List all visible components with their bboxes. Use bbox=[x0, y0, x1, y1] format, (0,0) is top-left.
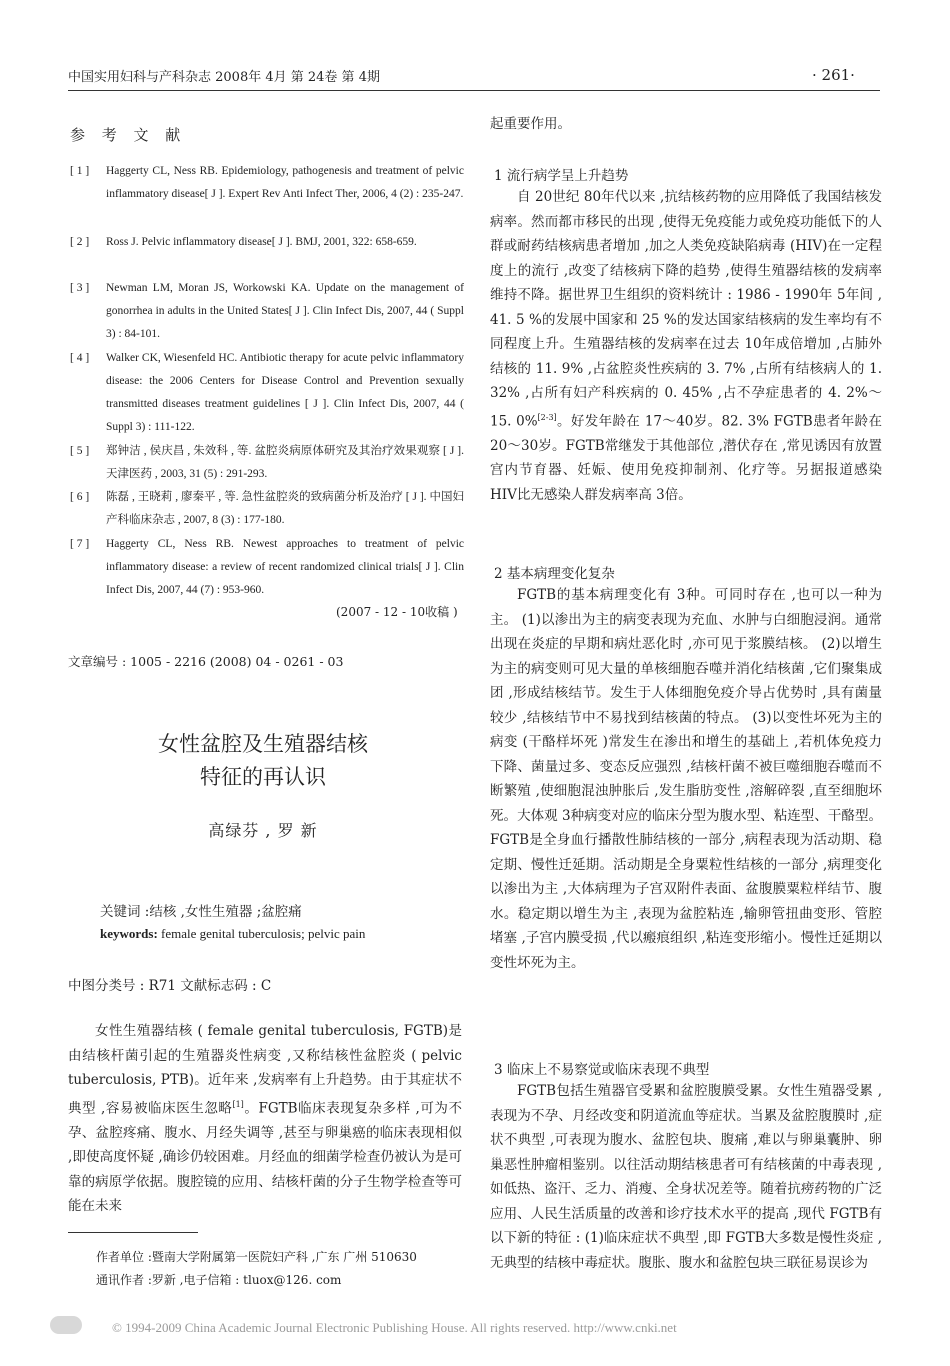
reference-text: Haggerty CL, Ness RB. Epidemiology, pathogenesis and treatment of pelvic inflammatory disease[ J ]. Expert Rev Anti Infect Ther, 2006, 4 (2) : 235-247. bbox=[106, 165, 464, 200]
reference-text: Walker CK, Wiesenfeld HC. Antibiotic therapy for acute pelvic inflammatory disease: the 2006 Centers for Disease Control and Prevention sexually transmitted diseases treatment guidelines [ J ]. Clin Infect Dis, 2007, 44 ( Suppl 3) : 111-122. bbox=[106, 352, 464, 433]
reference-text: Haggerty CL, Ness RB. Newest approaches to treatment of pelvic inflammatory disease: a review of recent randomized clinical trials[ J ]. Clin Infect Dis, 2007, 44 (7) : 953-960. bbox=[106, 538, 464, 596]
keywords-english-text: female genital tuberculosis; pelvic pain bbox=[157, 926, 366, 941]
reference-number: [ 2 ] bbox=[70, 236, 90, 248]
reference-text: 郑钟洁 , 侯庆昌 , 朱效科 , 等. 盆腔炎病原体研究及其治疗效果观察 [ J ]. 天津医药 , 2003, 31 (5) : 291-293. bbox=[106, 445, 464, 480]
section-1-paragraph bbox=[490, 185, 882, 507]
section-1-text-rest: 。好发年龄在 17～40岁。82. 3% FGTB患者年龄在 20～30岁。FGTB常继发于其他部位 ,潜伏存在 ,常见诱因有放置宫内节育器、妊娠、使用免疫抑制剂、化疗等。另据报道感染 HIV比无感染人群发病率高 3倍。 bbox=[490, 413, 882, 503]
continued-text: 起重要作用。 bbox=[490, 116, 571, 132]
correspondence-text: 通讯作者 :罗新 ,电子信箱 : tluox@126. com bbox=[96, 1273, 342, 1287]
keywords-english-label: keywords: bbox=[100, 926, 158, 941]
reference-number: [ 5 ] bbox=[70, 445, 90, 457]
page-number: · 261· bbox=[812, 66, 855, 84]
article-title-line2: 特征的再认识 bbox=[200, 765, 326, 789]
reference-text: 陈磊 , 王晓莉 , 廖秦平 , 等. 急性盆腔炎的致病菌分析及治疗 [ J ]. 中国妇产科临床杂志 , 2007, 8 (3) : 177-180. bbox=[106, 491, 464, 526]
reference-item bbox=[70, 160, 464, 206]
reference-item bbox=[70, 533, 464, 602]
intro-text: 女性生殖器结核 ( female genital tuberculosis, FGTB)是由结核杆菌引起的生殖器炎性病变 ,又称结核性盆腔炎 ( pelvic tuberculosis, PTB)。近年来 ,发病率有上升趋势。由于其症状不典型 ,容易被临床医生忽略 bbox=[68, 1023, 462, 1116]
footnote-divider bbox=[68, 1232, 198, 1233]
journal-title: 中国实用妇科与产科杂志 2008年 4月 第 24卷 第 4期 bbox=[68, 70, 380, 85]
references-heading: 参 考 文 献 bbox=[70, 126, 187, 144]
article-title-line1: 女性盆腔及生殖器结核 bbox=[158, 732, 368, 756]
article-title bbox=[66, 728, 460, 794]
section-1-text: 自 20世纪 80年代以来 ,抗结核药物的应用降低了我国结核发病率。然而都市移民的出现 ,使得无免疫能力或免疫功能低下的人群或耐药结核病患者增加 ,加之人类免疫缺陷病毒 (HIV)在一定程度上的流行 ,改变了结核病下降的趋势 ,使得生殖器结核的发病率维持不降。据世界卫生组织的资料统计 : 1986 - 1990年 5年间 , 41. 5 %的发展中国家和 25 %的发达国家结核病的发生率均有不同程度上升。生殖器结核的发病率在过去 10年成倍增加 ,占肺外结核的 11. 9% ,占盆腔炎性疾病的 3. 7% ,占所有结核病人的 1. 32% ,占所有妇产科疾病的 0. 45% ,占不孕症患者的 4. 2%～15. 0% bbox=[490, 189, 882, 429]
reference-number: [ 6 ] bbox=[70, 491, 90, 503]
section-3-paragraph: FGTB包括生殖器官受累和盆腔腹膜受累。女性生殖器受累 ,表现为不孕、月经改变和阴道流血等症状。当累及盆腔腹膜时 ,症状不典型 ,可表现为腹水、盆腔包块、腹痛 ,难以与卵巢囊肿、卵巢恶性肿瘤相鉴别。以往活动期结核患者可有结核菌的中毒表现 ,如低热、盗汗、乏力、消瘦、全身状况差等。随着抗痨药物的广泛应用、人民生活质量的改善和诊疗技术水平的提高 ,现代 FGTB有以下新的特征 : (1)临床症状不典型 ,即 FGTB大多数是慢性炎症 ,无典型的结核中毒症状。腹胀、腹水和盆腔包块三联征易误诊为 bbox=[490, 1083, 882, 1271]
intro-text-rest: 。FGTB临床表现复杂多样 ,可为不孕、盆腔疼痛、腹水、月经失调等 ,甚至与卵巢癌的临床表现相似 ,即使高度怀疑 ,确诊仍较困难。月经血的细菌学检查仍被认为是可靠的病原学依据。腹腔镜的应用、结核杆菌的分子生物学检查等可能在未来 bbox=[68, 1100, 462, 1214]
article-number: 文章编号 : 1005 - 2216 (2008) 04 - 0261 - 03 bbox=[68, 654, 344, 669]
section-3-heading: 3 临床上不易察觉或临床表现不典型 bbox=[494, 1062, 710, 1078]
reference-item bbox=[70, 486, 464, 532]
reference-number: [ 3 ] bbox=[70, 282, 90, 294]
section-1-heading: 1 流行病学呈上升趋势 bbox=[494, 168, 629, 184]
cnki-logo-icon bbox=[50, 1316, 82, 1334]
reference-text: Ross J. Pelvic inflammatory disease[ J ]. BMJ, 2001, 322: 658-659. bbox=[106, 236, 417, 248]
reference-number: [ 1 ] bbox=[70, 165, 90, 177]
intro-paragraph bbox=[68, 1019, 462, 1219]
reference-item bbox=[70, 277, 464, 346]
reference-number: [ 7 ] bbox=[70, 538, 90, 550]
intro-citation: [1] bbox=[232, 1099, 244, 1109]
keywords-english bbox=[100, 926, 365, 942]
reference-item bbox=[70, 231, 464, 254]
classification-codes: 中图分类号 : R71 文献标志码 : C bbox=[68, 978, 272, 994]
reference-item bbox=[70, 347, 464, 439]
author-affiliation bbox=[96, 1246, 417, 1292]
section-2-heading: 2 基本病理变化复杂 bbox=[494, 566, 615, 582]
reference-item bbox=[70, 440, 464, 486]
copyright-text: © 1994-2009 China Academic Journal Electronic Publishing House. All rights reserved. http://www.cnki.net bbox=[112, 1320, 677, 1335]
affiliation-text: 作者单位 :暨南大学附属第一医院妇产科 ,广东 广州 510630 bbox=[96, 1250, 417, 1264]
section-1-citation: [2-3] bbox=[537, 412, 557, 422]
header-divider bbox=[68, 90, 880, 91]
keywords-chinese: 关键词 :结核 ,女性生殖器 ;盆腔痛 bbox=[100, 904, 302, 920]
received-date: (2007 - 12 - 10收稿 ) bbox=[336, 605, 458, 619]
reference-text: Newman LM, Moran JS, Workowski KA. Update on the management of gonorrhea in adults in the United States[ J ]. Clin Infect Dis, 2007, 44 ( Suppl 3) : 84-101. bbox=[106, 282, 464, 340]
reference-number: [ 4 ] bbox=[70, 352, 90, 364]
section-2-paragraph: FGTB的基本病理变化有 3种。可同时存在 ,也可以一种为主。 (1)以渗出为主的病变表现为充血、水肿与白细胞浸润。通常出现在炎症的早期和病灶恶化时 ,亦可见于浆膜结核。 (2)以增生为主的病变则可见大量的单核细胞吞噬并消化结核菌 ,它们聚集成团 ,形成结核结节。发生于人体细胞免疫介导占优势时 ,具有菌量较少 ,结核结节中不易找到结核菌的特点。 (3)以变性坏死为主的病变 (干酪样坏死 )常发生在渗出和增生的基础上 ,若机体免疫力下降、菌量过多、变态反应强烈 ,结核杆菌不被巨噬细胞吞噬而不断繁殖 ,使细胞混浊肿胀后 ,发生脂肪变性 ,溶解碎裂 ,直至细胞坏死。大体观 3种病变对应的临床分型为腹水型、粘连型、干酪型。FGTB是全身血行播散性肺结核的一部分 ,病程表现为活动期、稳定期、慢性迁延期。活动期是全身粟粒性结核的一部分 ,病理变化以渗出为主 ,大体病理为子宫双附件表面、盆腹膜粟粒样结节、腹水。稳定期以增生为主 ,表现为盆腔粘连 ,输卵管扭曲变形、管腔堵塞 ,子宫内膜受损 ,代以瘢痕组织 ,粘连变形缩小。慢性迁延期以变性坏死为主。 bbox=[490, 587, 882, 971]
authors: 高绿芬 , 罗 新 bbox=[208, 821, 318, 840]
